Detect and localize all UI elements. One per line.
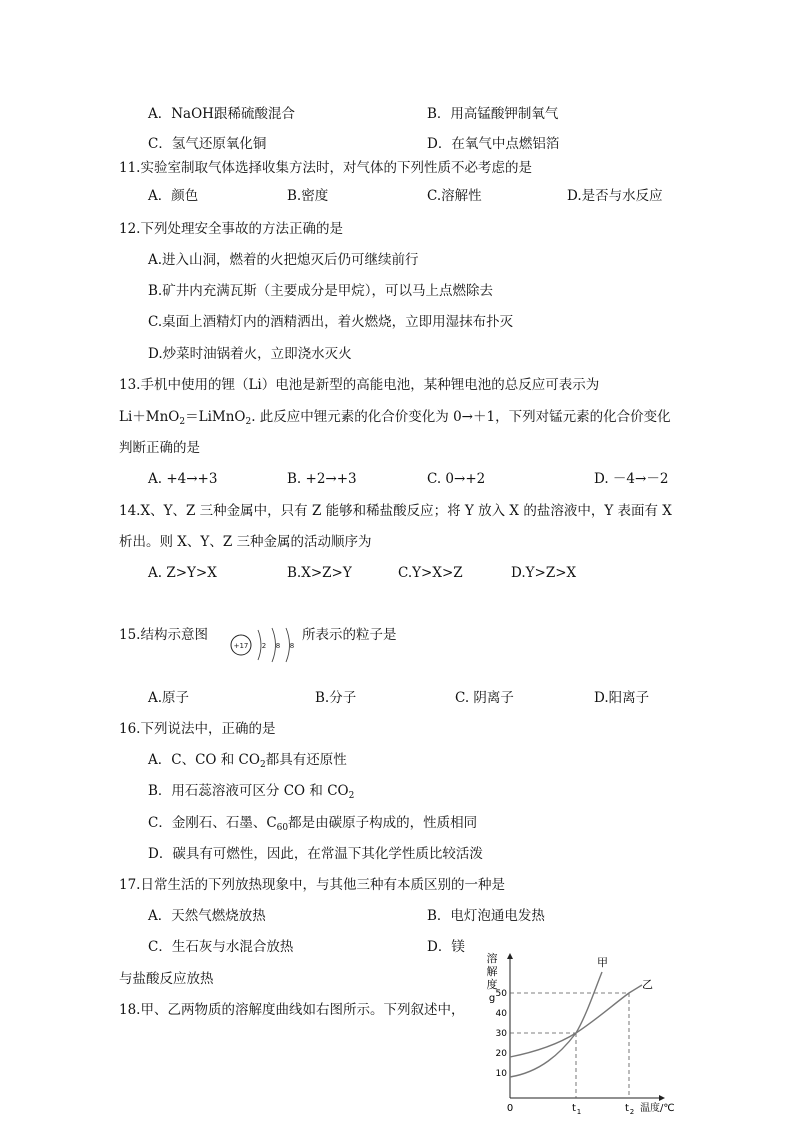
q15-option-c: C. 阴离子	[455, 690, 514, 706]
q12-stem: 12.下列处理安全事故的方法正确的是	[119, 221, 343, 237]
q16-subscript: 2	[348, 791, 355, 801]
atomic-structure-diagram	[228, 624, 300, 664]
y-tick-label: 10	[495, 1069, 507, 1079]
q16-option-b-text: B．用石蕊溶液可区分 CO 和 CO	[148, 783, 349, 799]
q16-option-c	[148, 814, 477, 832]
q13-stem-line3: 判断正确的是	[119, 440, 200, 456]
curve-yi	[510, 985, 642, 1057]
q13-option-b: B. +2→+3	[287, 471, 357, 487]
q16-option-d: D．碳具有可燃性，因此，在常温下其化学性质比较活泼	[148, 846, 483, 862]
q11-option-d: D.是否与水反应	[567, 188, 663, 204]
q10-option-d: D．在氧气中点燃铝箔	[427, 136, 560, 152]
q13-equation-product: ＝LiMnO	[185, 409, 246, 425]
q13-subscript: 2	[245, 417, 252, 427]
q14-option-d: D.Y>Z>X	[511, 565, 577, 581]
y-tick-label: 40	[495, 1009, 507, 1019]
series-label-yi: 乙	[642, 978, 653, 991]
nucleus-charge: +17	[233, 642, 249, 650]
y-axis-label: 度	[486, 978, 498, 991]
q10-option-b: B．用高锰酸钾制氧气	[427, 106, 559, 122]
q15-option-a: A.原子	[148, 690, 190, 706]
q11-option-b: B.密度	[287, 188, 329, 204]
y-axis-unit: g	[488, 993, 496, 1004]
q15-option-d: D.阳离子	[594, 690, 650, 706]
q16-stem: 16.下列说法中，正确的是	[119, 721, 276, 737]
q10-option-a: A．NaOH跟稀硫酸混合	[148, 106, 295, 122]
y-tick-label: 50	[495, 989, 507, 999]
x-tick-label: t	[572, 1103, 576, 1114]
q14-stem-line1: 14.X、Y、Z 三种金属中，只有 Z 能够和稀盐酸反应；将 Y 放入 X 的盐溶液中，Y 表面有 X	[119, 503, 672, 519]
q11-option-a: A．颜色	[148, 188, 199, 204]
q13-option-d: D. －4→－2	[594, 471, 669, 487]
q13-stem-text: . 此反应中锂元素的化合价变化为 0→＋1，下列对锰元素的化合价变化	[251, 409, 671, 425]
y-tick-label: 30	[495, 1029, 507, 1039]
q11-stem: 11.实验室制取气体选择收集方法时，对气体的下列性质不必考虑的是	[119, 160, 532, 176]
q13-equation-reactants: Li＋MnO	[119, 409, 180, 425]
q18-stem: 18.甲、乙两物质的溶解度曲线如右图所示。下列叙述中，	[119, 1002, 465, 1018]
x-tick-label: t	[625, 1103, 629, 1114]
q14-option-a: A. Z>Y>X	[148, 565, 217, 581]
q13-option-c: C. 0→+2	[427, 471, 486, 487]
q14-option-c: C.Y>X>Z	[398, 565, 463, 581]
q16-subscript: 2	[259, 760, 266, 770]
solubility-curve-graph	[478, 950, 694, 1118]
q17-option-d: D．镁	[427, 939, 465, 955]
shell-electrons-1: 2	[261, 642, 267, 650]
shell-electrons-3: 8	[289, 642, 295, 650]
q16-option-a-text: A．C、CO 和 CO	[148, 752, 260, 768]
q17-option-a: A．天然气燃烧放热	[148, 908, 266, 924]
q16-option-a-text: 都具有还原性	[265, 752, 347, 768]
q13-option-a: A. +4→+3	[148, 471, 218, 487]
origin-label: 0	[506, 1103, 514, 1114]
x-tick-subscript: 1	[576, 1108, 582, 1116]
q17-stem: 17.日常生活的下列放热现象中，与其他三种有本质区别的一种是	[119, 877, 505, 893]
q16-option-a	[148, 751, 347, 769]
q12-option-b: B.矿井内充满瓦斯（主要成分是甲烷），可以马上点燃除去	[148, 283, 493, 299]
q14-option-b: B.X>Z>Y	[287, 565, 352, 581]
q16-option-c-text: 都是由碳原子构成的，性质相同	[288, 815, 478, 831]
q17-option-d-continued: 与盐酸反应放热	[119, 971, 214, 987]
q15-option-b: B.分子	[315, 690, 357, 706]
q12-option-d: D.炒菜时油锅着火，立即浇水灭火	[148, 346, 352, 362]
q14-stem-line2: 析出。则 X、Y、Z 三种金属的活动顺序为	[119, 534, 372, 550]
q16-subscript: 60	[276, 823, 289, 833]
q13-subscript: 2	[179, 417, 186, 427]
q16-option-b	[148, 782, 354, 800]
q10-option-c: C．氢气还原氧化铜	[148, 136, 267, 152]
q15-stem-suffix: 所表示的粒子是	[302, 627, 397, 643]
q17-option-c: C．生石灰与水混合放热	[148, 939, 294, 955]
q17-option-b: B．电灯泡通电发热	[427, 908, 545, 924]
series-label-jia: 甲	[597, 956, 608, 969]
x-tick-subscript: 2	[629, 1108, 635, 1116]
y-axis-label: 溶	[486, 952, 498, 965]
y-tick-label: 20	[495, 1049, 507, 1059]
shell-electrons-2: 8	[275, 642, 281, 650]
q13-stem-line1: 13.手机中使用的锂（Li）电池是新型的高能电池，某种锂电池的总反应可表示为	[119, 377, 600, 393]
q12-option-c: C.桌面上酒精灯内的酒精洒出，着火燃烧，立即用湿抹布扑灭	[148, 314, 514, 330]
q11-option-c: C.溶解性	[427, 188, 482, 204]
q12-option-a: A.进入山洞，燃着的火把熄灭后仍可继续前行	[148, 252, 419, 268]
q15-stem-prefix: 15.结构示意图	[119, 627, 208, 643]
q16-option-c-text: C．金刚石、石墨、C	[148, 815, 277, 831]
x-axis-label: 温度/℃	[640, 1103, 675, 1114]
q13-stem-line2	[119, 408, 671, 426]
y-axis-label: 解	[486, 965, 498, 978]
